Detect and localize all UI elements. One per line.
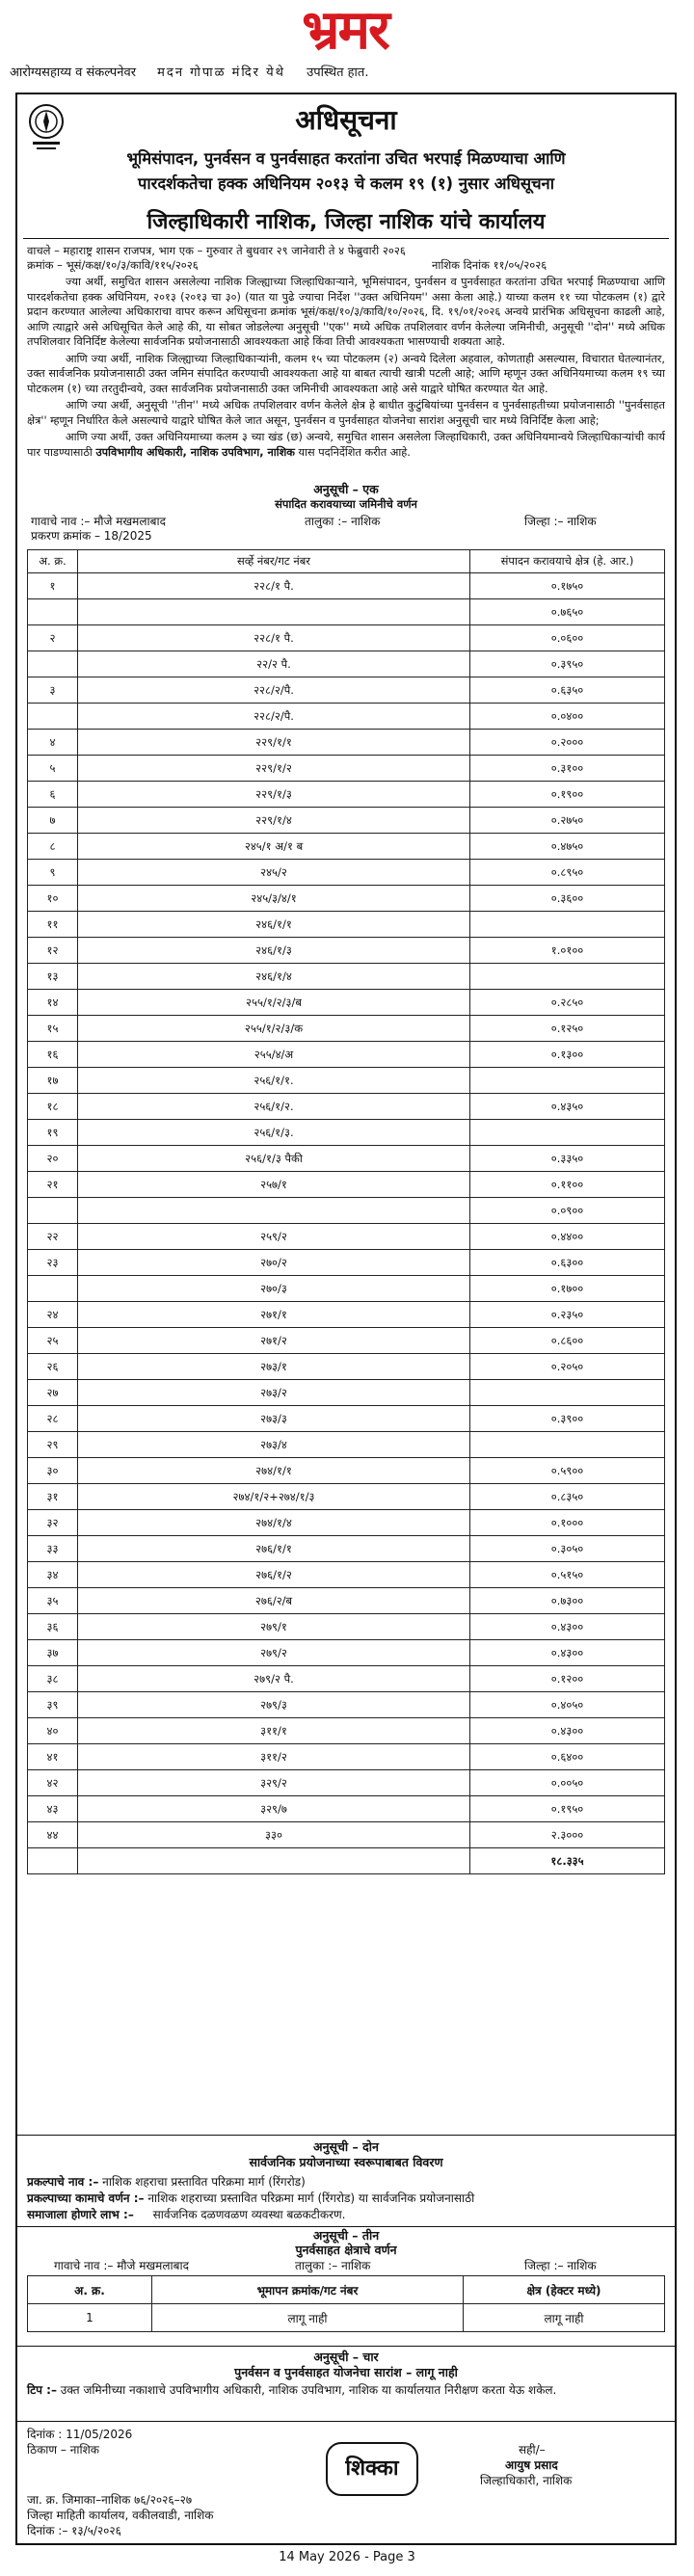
- cell-survey: २७४/१/२+२७४/१/३: [78, 1484, 470, 1510]
- district-name: जिल्हा :– नाशिक: [524, 515, 597, 528]
- cell-area: ०.३६००: [470, 886, 665, 912]
- table-total-row: [28, 1848, 665, 1874]
- cell-survey: २२९/१/२: [78, 756, 470, 782]
- cell-survey: २७०/२: [78, 1250, 470, 1276]
- cell-sr: १: [28, 573, 78, 599]
- meta-ref-row: [27, 258, 665, 273]
- cell-sr: ४२: [28, 1770, 78, 1796]
- table-row: [28, 1718, 665, 1744]
- cell-survey: ३२९/७: [78, 1796, 470, 1822]
- table-row: [28, 1042, 665, 1068]
- col-header-sr: अ. क्र.: [28, 2276, 152, 2304]
- cell-sr: १८: [28, 1094, 78, 1120]
- table-row: [28, 1510, 665, 1536]
- table-row: [28, 860, 665, 886]
- cell-survey: २५६/१/२.: [78, 1094, 470, 1120]
- cell-sr: ४३: [28, 1796, 78, 1822]
- cell-area: ०.४३००: [470, 1640, 665, 1666]
- table-row: [28, 1458, 665, 1484]
- schedule-1-heading: अनुसूची – एक: [313, 482, 379, 496]
- cell-survey: २२८/२/पै.: [78, 704, 470, 730]
- cell-sr: २८: [28, 1406, 78, 1432]
- village-name: गावाचे नाव :– मौजे मखमलाबाद: [54, 2259, 189, 2272]
- cell-area: ०.१२००: [470, 1666, 665, 1692]
- cell-area: ०.०६००: [470, 625, 665, 651]
- cell-survey: २४६/१/३: [78, 938, 470, 964]
- cell-sr: ३०: [28, 1458, 78, 1484]
- table-row: [28, 625, 665, 651]
- cell-area: ०.१७५०: [470, 573, 665, 599]
- paragraph-1: ज्या अर्थी, समुचित शासन असलेल्या नाशिक जिल्ह्याच्या जिल्हाधिकाऱ्याने, भूमिसंपादन, पुनर्वसन व पुनर्वसाहत करतांना उचित भरपाई मिळण्याचा आणि पारदर्शकतेचा हक्क अधिनियम, २०१३ (२०१३ चा ३०) (यात या पुढे ज्याचा निर्देश ''उक्त अधिनियम'' असा केला आहे.) याच्या कलम ११ च्या पोटकलम (१) द्वारे प्रदान करण्यात आलेल्या अधिकाराचा वापर करून अधिसूचना क्रमांक भूसं/कक्ष/१०/३/कावि/१०/२०२६, दि. १९/०१/२०२६ अन्वये प्रारंभिक अधिसूचना काढली आहे, आणि त्याद्वारे असे अधिसूचित केले आहे की, या सोबत जोडलेल्या अनुसूची ''एक'' मध्ये अधिक तपशिलवार वर्णन केलेल्या जमिनीची, अनुसूची ''दोन'' मध्ये अधिक तपशिलवार विनिर्दिष्ट केलेल्या सार्वजनिक प्रयोजनासाठी आवश्यकता आहे किंवा तिची आवश्यकता भासण्याची शक्यता आहे.: [27, 276, 665, 348]
- tagline-mid: मदन गोपाळ मंदिर येथे: [157, 66, 285, 80]
- cell-survey: २४६/१/४: [78, 964, 470, 990]
- divider: [17, 2135, 675, 2136]
- cell-sr: ११: [28, 912, 78, 938]
- ref-line-1: जा. क्र. जिमाका–नाशिक ७६/२०२६–२७: [27, 2493, 193, 2507]
- cell-area: [470, 1432, 665, 1458]
- schedule-4-heading: अनुसूची – चार: [313, 2350, 379, 2364]
- table-row: [28, 1640, 665, 1666]
- cell-sr: २०: [28, 1146, 78, 1172]
- table-row: [28, 651, 665, 677]
- cell-sr: २: [28, 625, 78, 651]
- land-schedule-body: [28, 573, 665, 1848]
- cell-sr: ३३: [28, 1536, 78, 1562]
- table-row: [28, 1770, 665, 1796]
- table-row: [28, 1484, 665, 1510]
- cell-area: ०.२०५०: [470, 1354, 665, 1380]
- case-number: प्रकरण क्रमांक – 18/2025: [31, 529, 152, 543]
- cell-sr: १०: [28, 886, 78, 912]
- table-row: [28, 1120, 665, 1146]
- schedule-2-subheading: सार्वजनिक प्रयोजनाच्या स्वरूपाबाबत विवरण: [249, 2155, 443, 2169]
- table-row: [28, 1094, 665, 1120]
- paragraph-2: आणि ज्या अर्थी, नाशिक जिल्ह्याच्या जिल्हाधिकाऱ्यांनी, कलम १५ च्या पोटकलम (२) अन्वये दिलेला अहवाल, कोणताही असल्यास, विचारात घेतल्यानंतर, उक्त सार्वजनिक प्रयोजनासाठी उक्त जमिन संपादित करण्याची आवश्यकता आहे या बाबत त्याची खात्री पटली आहे; आणि म्हणून उक्त अधिनियमाच्या कलम १९ च्या पोटकलम (१) च्या तरतुदीन्वये, उक्त सार्वजनिक प्रयोजनासाठी उक्त जमिनीची आवश्यकता आहे असे याद्वारे घोषित करण्यात येत आहे.: [27, 352, 665, 395]
- cell-area: ०.५१५०: [470, 1562, 665, 1588]
- note: टिप :– उक्त जमिनीच्या नकाशाचे उपविभागीय अधिकारी, नाशिक उपविभाग, नाशिक या कार्यालयात निरीक्षण करता येऊ शकेल.: [27, 2383, 557, 2397]
- table-row: [28, 1328, 665, 1354]
- notice-title: अधिसूचना: [295, 104, 397, 136]
- district-name: जिल्हा :– नाशिक: [524, 2259, 597, 2272]
- cell-area: ०.४७५०: [470, 834, 665, 860]
- cell-survey: २५५/१/२/३/ब: [78, 990, 470, 1016]
- tagline-right: उपस्थित हात.: [307, 66, 369, 80]
- table-row: [28, 1406, 665, 1432]
- cell-sr: १४: [28, 990, 78, 1016]
- cell-survey: २५६/१/३.: [78, 1120, 470, 1146]
- project-benefit-row: समाजाला होणारे लाभ :– सार्वजनिक दळणवळण व्यवस्था बळकटीकरण.: [27, 2208, 346, 2221]
- cell-sr: ४१: [28, 1744, 78, 1770]
- cell-sr: ८: [28, 834, 78, 860]
- cell-area: ०.३९५०: [470, 651, 665, 677]
- cell-survey: २७६/१/१: [78, 1536, 470, 1562]
- cell-sr: ३४: [28, 1562, 78, 1588]
- cell-area: [470, 964, 665, 990]
- cell-sr: २५: [28, 1328, 78, 1354]
- cell-sr: [28, 1198, 78, 1224]
- cell-sr: १३: [28, 964, 78, 990]
- table-row: [28, 990, 665, 1016]
- table-row: [28, 1432, 665, 1458]
- cell-sr: १९: [28, 1120, 78, 1146]
- project-work-row: प्रकल्पाच्या कामाचे वर्णन :– नाशिक शहराच्या प्रस्तावित परिक्रमा मार्ग (रिंगरोड) या सार्वजनिक प्रयोजनासाठी: [27, 2191, 475, 2205]
- cell-survey: २७३/४: [78, 1432, 470, 1458]
- ref-line-3: दिनांक :– १३/५/२०२६: [27, 2524, 121, 2537]
- tagline-left: आरोग्यसहाय्य व संकल्पनेवर: [10, 66, 137, 80]
- cell-area: ०.२८५०: [470, 990, 665, 1016]
- col-header-survey: सर्व्हे नंबर/गट नंबर: [78, 550, 470, 573]
- signatory-designation: जिल्हाधिकारी, नाशिक: [480, 2474, 573, 2487]
- cell-area: ०.४४००: [470, 1224, 665, 1250]
- cell-survey: २५६/१/३ पैकी: [78, 1146, 470, 1172]
- cell-sr: ४: [28, 730, 78, 756]
- cell-survey: २७३/१: [78, 1354, 470, 1380]
- cell-survey: २७१/१: [78, 1302, 470, 1328]
- cell-survey: २४५/२: [78, 860, 470, 886]
- cell-area: ०.५९००: [470, 1458, 665, 1484]
- cell-survey: [78, 1198, 470, 1224]
- total-area: १८.३३५: [470, 1848, 665, 1874]
- schedule-3-subheading: पुनर्वसाहत क्षेत्राचे वर्णन: [295, 2243, 397, 2257]
- cell-area: ०.४३००: [470, 1614, 665, 1640]
- signoff-place: ठिकाण – नाशिक: [27, 2443, 99, 2456]
- cell-sr: [28, 1276, 78, 1302]
- cell-survey: २५६/१/१.: [78, 1068, 470, 1094]
- cell-area: ०.७३००: [470, 1588, 665, 1614]
- paragraph-3: आणि ज्या अर्थी, अनुसूची ''तीन'' मध्ये अधिक तपशिलवार वर्णन केलेले क्षेत्र हे बाधीत कुटुंबियांच्या पुनर्वसन व पुनर्वसाहतीच्या प्रयोजनासाठी ''पुनर्वसाहत क्षेत्र'' म्हणून निर्धारित केले असल्याचे याद्वारे घोषित केले जात असून, पुनर्वसन व पुनर्वसाहत योजनेचा सारांश अनुसूची चार मध्ये विनिर्दिष्ट केला आहे;: [27, 399, 665, 427]
- table-row: [28, 1536, 665, 1562]
- cell-survey: २२८/२/पै.: [78, 677, 470, 704]
- col-header-land: भूमापन क्रमांक/गट नंबर: [152, 2276, 464, 2304]
- cell-survey: ३२९/२: [78, 1770, 470, 1796]
- cell-area: ०.३९००: [470, 1406, 665, 1432]
- cell-area: ०.७६५०: [470, 599, 665, 625]
- cell-sr: ३५: [28, 1588, 78, 1614]
- cell-sr: [28, 651, 78, 677]
- table-row: [28, 964, 665, 990]
- table-row: [28, 1744, 665, 1770]
- col-header-area: क्षेत्र (हेक्टर मध्ये): [464, 2276, 665, 2304]
- cell-area: ०.४३००: [470, 1718, 665, 1744]
- cell-area: [470, 1120, 665, 1146]
- cell-survey: २२९/१/४: [78, 808, 470, 834]
- cell-survey: २७६/१/२: [78, 1562, 470, 1588]
- cell-survey: २५९/२: [78, 1224, 470, 1250]
- table-header-row: [28, 2276, 665, 2304]
- cell-sr: ३६: [28, 1614, 78, 1640]
- project-name-row: प्रकल्पाचे नाव :– नाशिक शहराचा प्रस्तावित परिक्रमा मार्ग (रिंगरोड): [27, 2175, 306, 2189]
- cell-area: ०.००५०: [470, 1770, 665, 1796]
- cell-area: ०.२३५०: [470, 1302, 665, 1328]
- cell-sr: २३: [28, 1250, 78, 1276]
- cell-survey: २७६/२/ब: [78, 1588, 470, 1614]
- table-row: [28, 808, 665, 834]
- cell-survey: २७४/१/१: [78, 1458, 470, 1484]
- cell-survey: २२९/१/३: [78, 782, 470, 808]
- newspaper-masthead: [0, 0, 694, 92]
- table-row: [28, 1562, 665, 1588]
- cell-area: ०.२७५०: [470, 808, 665, 834]
- cell-sr: ४०: [28, 1718, 78, 1744]
- cell-survey: [78, 599, 470, 625]
- cell-sr: ३७: [28, 1640, 78, 1666]
- cell-sr: २६: [28, 1354, 78, 1380]
- table-row: 1 लागू नाही लागू नाही: [28, 2304, 665, 2332]
- official-seal: शिक्का: [326, 2442, 418, 2496]
- cell-sr: २९: [28, 1432, 78, 1458]
- cell-area: ०.६४००: [470, 1744, 665, 1770]
- table-row: [28, 1302, 665, 1328]
- table-row: [28, 1250, 665, 1276]
- cell-survey: २२९/१/१: [78, 730, 470, 756]
- cell-area: ०.१९००: [470, 782, 665, 808]
- cell-area: [470, 1380, 665, 1406]
- cell-survey: २५७/१: [78, 1172, 470, 1198]
- cell-sr: ९: [28, 860, 78, 886]
- notice-subtitle: [23, 146, 669, 197]
- cell-survey: २७९/२ पै.: [78, 1666, 470, 1692]
- cell-area: ०.८६००: [470, 1328, 665, 1354]
- village-name: गावाचे नाव :– मौजे मखमलाबाद: [31, 515, 166, 528]
- table-row: [28, 730, 665, 756]
- cell-survey: २४६/१/१: [78, 912, 470, 938]
- signature: सही/–: [519, 2443, 546, 2456]
- divider: [17, 2226, 675, 2227]
- table-row: [28, 834, 665, 860]
- notice-number: क्रमांक – भूसं/कक्ष/१०/३/कावि/११५/२०२६: [27, 258, 199, 272]
- table-row: [28, 1588, 665, 1614]
- masthead-tagline: [10, 64, 684, 83]
- cell-area: ०.८३५०: [470, 1484, 665, 1510]
- table-row: [28, 1822, 665, 1848]
- cell-area: ०.१०००: [470, 1510, 665, 1536]
- notice-subtitle-line2: पारदर्शकतेचा हक्क अधिनियम २०१३ चे कलम १९ (१) नुसार अधिसूचना: [138, 174, 554, 193]
- notice-date: नाशिक दिनांक ११/०५/२०२६: [432, 258, 547, 272]
- cell-survey: २२८/१ पै.: [78, 573, 470, 599]
- cell-sr: २१: [28, 1172, 78, 1198]
- col-header-sr: अ. क्र.: [28, 550, 78, 573]
- newspaper-logo: भ्रमर: [302, 0, 388, 62]
- cell-sr: २४: [28, 1302, 78, 1328]
- cell-sr: ३९: [28, 1692, 78, 1718]
- notice-body: [27, 275, 665, 462]
- ref-line-2: जिल्हा माहिती कार्यालय, वकीलवाडी, नाशिक: [27, 2509, 214, 2522]
- cell-sr: ४४: [28, 1822, 78, 1848]
- table-row: [28, 1796, 665, 1822]
- signoff-date: दिनांक : 11/05/2026: [27, 2428, 133, 2441]
- cell-survey: २७१/२: [78, 1328, 470, 1354]
- taluka-name: तालुका :– नाशिक: [305, 515, 381, 528]
- paragraph-4: आणि ज्या अर्थी, उक्त अधिनियमाच्या कलम ३ च्या खंड (छ) अन्वये, समुचित शासन असलेला जिल्हाधिकारी, उक्त अधिनियमान्वये जिल्हाधिकाऱ्यांची कार्य पार पाडण्यासाठी उपविभागीय अधिकारी, नाशिक उपविभाग, नाशिक यास पदनिर्देशित करीत आहे.: [27, 431, 665, 459]
- col-header-area: संपादन करावयाचे क्षेत्र (हे. आर.): [470, 550, 665, 573]
- government-notice: [15, 93, 677, 2545]
- signatory-name: आयुष प्रसाद: [505, 2458, 558, 2472]
- cell-survey: २७४/१/४: [78, 1510, 470, 1536]
- table-row: [28, 1172, 665, 1198]
- table-row: [28, 1276, 665, 1302]
- cell-sr: [28, 599, 78, 625]
- cell-sr: ६: [28, 782, 78, 808]
- cell-area: ०.०९००: [470, 1198, 665, 1224]
- table-row: [28, 1068, 665, 1094]
- cell-sr: १२: [28, 938, 78, 964]
- cell-sr: १६: [28, 1042, 78, 1068]
- cell-survey: २७३/२: [78, 1380, 470, 1406]
- cell-sr: २७: [28, 1380, 78, 1406]
- cell-area: ०.२०००: [470, 730, 665, 756]
- cell-survey: २२/२ पै.: [78, 651, 470, 677]
- table-row: [28, 1354, 665, 1380]
- cell-survey: २७९/२: [78, 1640, 470, 1666]
- cell-area: ०.३०५०: [470, 1536, 665, 1562]
- cell-survey: २७३/३: [78, 1406, 470, 1432]
- cell-area: ०.१२५०: [470, 1016, 665, 1042]
- table-row: [28, 912, 665, 938]
- cell-sr: १७: [28, 1068, 78, 1094]
- cell-sr: ३२: [28, 1510, 78, 1536]
- cell-area: ०.१७००: [470, 1276, 665, 1302]
- notice-subtitle-line1: भूमिसंपादन, पुनर्वसन व पुनर्वसाहत करतांना उचित भरपाई मिळण्याचा आणि: [126, 149, 566, 168]
- cell-sr: ३: [28, 677, 78, 704]
- table-header-row: [28, 550, 665, 573]
- cell-sr: [28, 704, 78, 730]
- divider: [17, 2421, 675, 2422]
- cell-survey: २४५/१ अ/१ ब: [78, 834, 470, 860]
- cell-sr: ३८: [28, 1666, 78, 1692]
- cell-survey: २५५/१/२/३/क: [78, 1016, 470, 1042]
- cell-survey: २७९/३: [78, 1692, 470, 1718]
- cell-survey: २५५/४/अ: [78, 1042, 470, 1068]
- table-row: [28, 1198, 665, 1224]
- table-row: [28, 1380, 665, 1406]
- cell-area: ०.४३५०: [470, 1094, 665, 1120]
- cell-sr: ३१: [28, 1484, 78, 1510]
- cell-survey: २४५/३/४/१: [78, 886, 470, 912]
- table-row: [28, 1016, 665, 1042]
- table-row: [28, 573, 665, 599]
- cell-survey: ३३०: [78, 1822, 470, 1848]
- table-row: [28, 756, 665, 782]
- divider: [17, 2346, 675, 2347]
- table-row: [28, 1692, 665, 1718]
- cell-sr: २२: [28, 1224, 78, 1250]
- cell-area: [470, 1068, 665, 1094]
- meta-read: वाचले – महाराष्ट्र शासन राजपत्र, भाग एक – गुरुवार ते बुधवार २९ जानेवारी ते ४ फेब्रुवारी २०२६: [27, 244, 406, 257]
- cell-area: ०.११००: [470, 1172, 665, 1198]
- cell-area: ०.०४००: [470, 704, 665, 730]
- cell-area: २.३०००: [470, 1822, 665, 1848]
- designated-officer: उपविभागीय अधिकारी, नाशिक उपविभाग, नाशिक: [95, 445, 295, 459]
- cell-sr: १५: [28, 1016, 78, 1042]
- land-schedule-table: [27, 549, 665, 1874]
- table-row: [28, 1146, 665, 1172]
- cell-area: [470, 912, 665, 938]
- cell-sr: ५: [28, 756, 78, 782]
- schedule-4-subheading: पुनर्वसन व पुनर्वसाहत योजनेचा सारांश – लागू नाही: [234, 2365, 458, 2379]
- table-row: [28, 1224, 665, 1250]
- cell-survey: २२८/१ पै.: [78, 625, 470, 651]
- schedule-2-heading: अनुसूची – दोन: [313, 2139, 379, 2154]
- cell-area: ०.६३५०: [470, 677, 665, 704]
- resettlement-table: [27, 2275, 665, 2332]
- schedule-3-heading: अनुसूची – तीन: [312, 2228, 380, 2243]
- schedule-1-subheading: संपादित करावयाच्या जमिनीचे वर्णन: [275, 497, 417, 511]
- table-row: [28, 1614, 665, 1640]
- cell-area: ०.८९५०: [470, 860, 665, 886]
- table-row: [28, 1666, 665, 1692]
- table-row: [28, 938, 665, 964]
- cell-area: ०.४०५०: [470, 1692, 665, 1718]
- cell-area: १.०१००: [470, 938, 665, 964]
- table-row: [28, 782, 665, 808]
- table-row: [28, 677, 665, 704]
- table-row: [28, 599, 665, 625]
- cell-area: ०.३१००: [470, 756, 665, 782]
- cell-sr: ७: [28, 808, 78, 834]
- cell-survey: ३११/१: [78, 1718, 470, 1744]
- cell-survey: २७०/३: [78, 1276, 470, 1302]
- table-row: [28, 886, 665, 912]
- issuing-office: जिल्हाधिकारी नाशिक, जिल्हा नाशिक यांचे कार्यालय: [23, 207, 669, 239]
- taluka-name: तालुका :– नाशिक: [295, 2259, 371, 2272]
- cell-survey: ३११/२: [78, 1744, 470, 1770]
- cell-area: ०.३३५०: [470, 1146, 665, 1172]
- cell-area: ०.६३००: [470, 1250, 665, 1276]
- cell-survey: २७९/१: [78, 1614, 470, 1640]
- cell-area: ०.१९५०: [470, 1796, 665, 1822]
- table-row: [28, 704, 665, 730]
- cell-area: ०.१३००: [470, 1042, 665, 1068]
- page-footer: 14 May 2026 - Page 3: [279, 2550, 415, 2564]
